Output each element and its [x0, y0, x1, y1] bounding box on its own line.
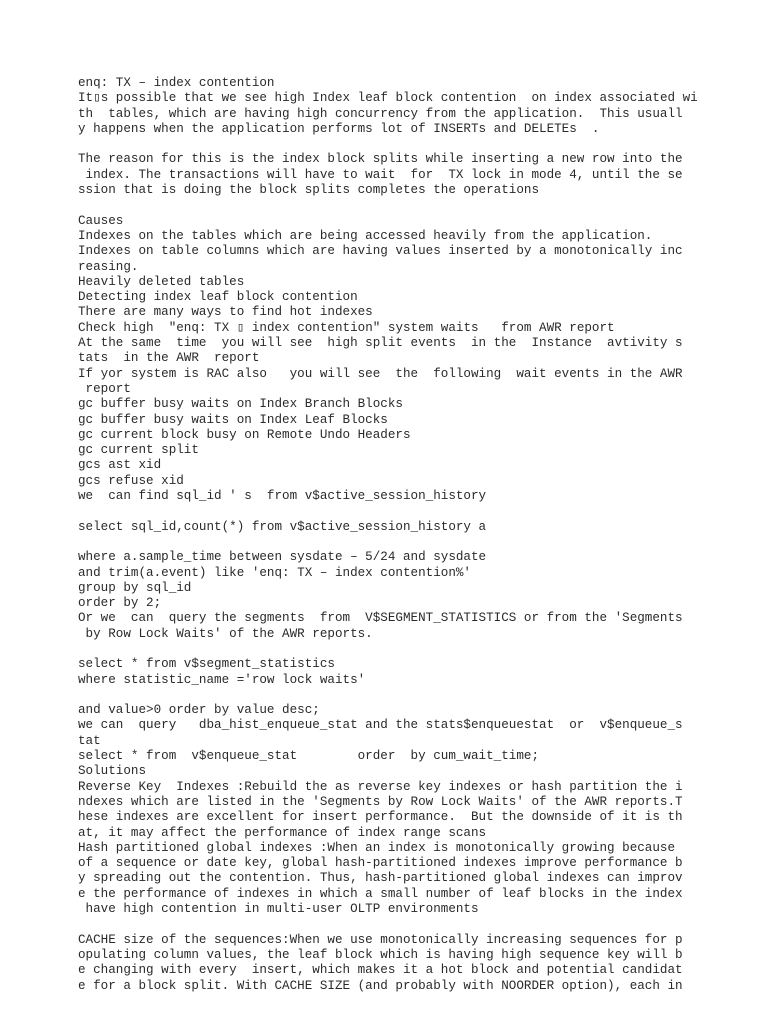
text-line: hese indexes are excellent for insert performance. But the downside of it is th	[78, 810, 683, 825]
text-line: At the same time you will see high split events in the Instance avtivity s	[78, 336, 683, 351]
text-line: we can find sql_id ' s from v$active_session_history	[78, 489, 487, 504]
text-line: group by sql_id	[78, 580, 192, 595]
text-line: If yor system is RAC also you will see the following wait events in the AWR	[78, 366, 683, 381]
text-line: y spreading out the contention. Thus, hash-partitioned global indexes can improv	[78, 871, 683, 886]
text-line: Or we can query the segments from V$SEGMENT_STATISTICS or from the 'Segments	[78, 611, 683, 626]
text-line: Solutions	[78, 764, 147, 779]
text-line: CACHE size of the sequences:When we use monotonically increasing sequences for p	[78, 932, 683, 947]
text-line: and value>0 order by value desc;	[78, 703, 320, 718]
text-line: e the performance of indexes in which a small number of leaf blocks in the index	[78, 886, 683, 901]
text-line	[78, 137, 758, 152]
text-line: Heavily deleted tables	[78, 274, 245, 289]
text-line: Detecting index leaf block contention	[78, 290, 358, 305]
text-line: by Row Lock Waits' of the AWR reports.	[78, 626, 373, 641]
text-line: and trim(a.event) like 'enq: TX – index contention%'	[78, 565, 471, 580]
text-line: There are many ways to find hot indexes	[78, 305, 373, 320]
text-line: The reason for this is the index block splits while inserting a new row into the	[78, 152, 683, 167]
text-line: select * from v$enqueue_stat order by cum_wait_time;	[78, 749, 540, 764]
text-line: reasing.	[78, 259, 139, 274]
text-line	[78, 688, 758, 703]
text-line: select sql_id,count(*) from v$active_session_history a	[78, 519, 487, 534]
text-line: of a sequence or date key, global hash-partitioned indexes improve performance b	[78, 856, 683, 871]
text-line: It▯s possible that we see high Index leaf block contention on index associated wi	[78, 91, 698, 106]
text-line: gc buffer busy waits on Index Leaf Blocks	[78, 412, 388, 427]
text-line: we can query dba_hist_enqueue_stat and the stats$enqueuestat or v$enqueue_s	[78, 718, 683, 733]
text-line	[78, 642, 758, 657]
text-line: gc current block busy on Remote Undo Headers	[78, 427, 411, 442]
document-body	[78, 76, 758, 994]
text-line: order by 2;	[78, 596, 162, 611]
text-line: at, it may affect the performance of index range scans	[78, 825, 487, 840]
text-line	[78, 504, 758, 519]
text-line	[78, 198, 758, 213]
text-line: index. The transactions will have to wait for TX lock in mode 4, until the se	[78, 167, 683, 182]
text-line: Indexes on table columns which are having values inserted by a monotonically inc	[78, 244, 683, 259]
text-line: gc current split	[78, 443, 199, 458]
text-line: Reverse Key Indexes :Rebuild the as reverse key indexes or hash partition the i	[78, 779, 683, 794]
text-line: gc buffer busy waits on Index Branch Blocks	[78, 397, 403, 412]
text-line: report	[78, 381, 131, 396]
text-line: Hash partitioned global indexes :When an index is monotonically growing because	[78, 840, 676, 855]
text-line	[78, 535, 758, 550]
text-line: gcs ast xid	[78, 458, 162, 473]
text-line: where statistic_name ='row lock waits'	[78, 672, 366, 687]
text-line: th tables, which are having high concurrency from the application. This usuall	[78, 106, 683, 121]
text-line: Indexes on the tables which are being accessed heavily from the application.	[78, 228, 653, 243]
text-line: e changing with every insert, which makes it a hot block and potential candidat	[78, 963, 683, 978]
text-line: gcs refuse xid	[78, 473, 184, 488]
text-line: where a.sample_time between sysdate – 5/24 and sysdate	[78, 550, 487, 565]
text-line: tat	[78, 733, 101, 748]
text-line: Check high "enq: TX ▯ index contention" system waits from AWR report	[78, 320, 615, 335]
text-line: e for a block split. With CACHE SIZE (and probably with NOORDER option), each in	[78, 978, 683, 993]
text-line: ndexes which are listed in the 'Segments by Row Lock Waits' of the AWR reports.T	[78, 794, 683, 809]
text-line: y happens when the application performs lot of INSERTs and DELETEs .	[78, 121, 600, 136]
text-line: opulating column values, the leaf block which is having high sequence key will b	[78, 947, 683, 962]
text-line: ssion that is doing the block splits completes the operations	[78, 183, 540, 198]
text-line: tats in the AWR report	[78, 351, 260, 366]
text-line: select * from v$segment_statistics	[78, 657, 335, 672]
text-line: Causes	[78, 213, 124, 228]
text-line: have high contention in multi-user OLTP environments	[78, 902, 479, 917]
text-line	[78, 917, 758, 932]
text-line: enq: TX – index contention	[78, 76, 275, 90]
